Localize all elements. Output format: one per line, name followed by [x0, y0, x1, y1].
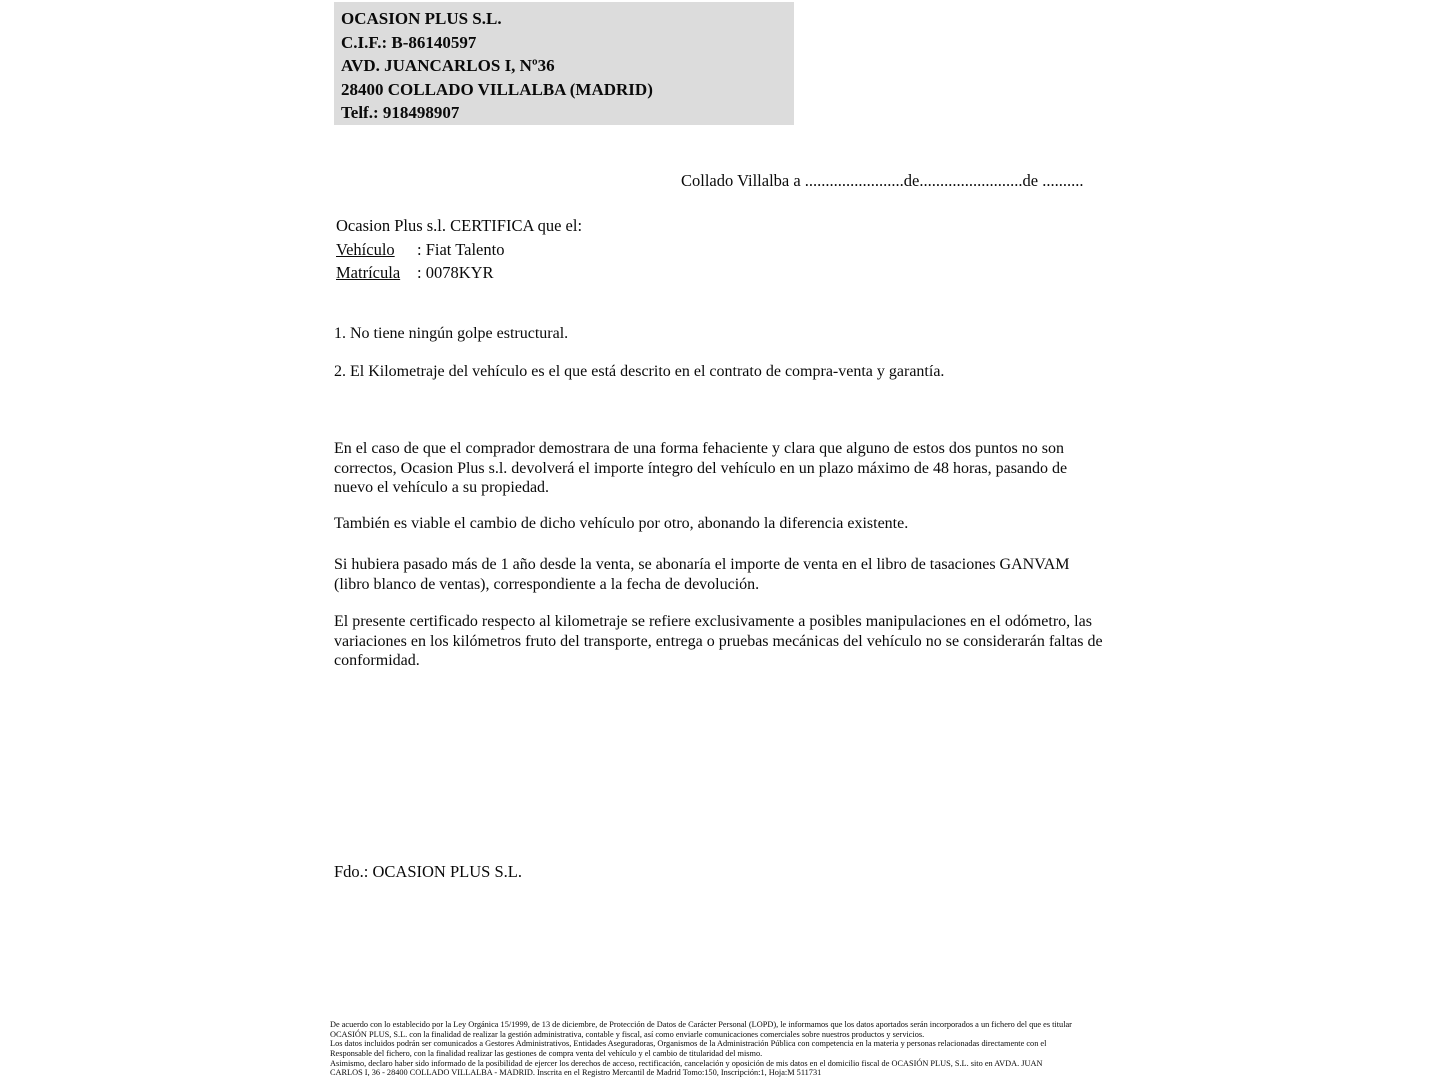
company-header-box — [334, 2, 794, 125]
signature-line: Fdo.: OCASION PLUS S.L. — [334, 862, 522, 881]
company-phone: Telf.: 918498907 — [341, 103, 460, 123]
certified-point-2: 2. El Kilometraje del vehículo es el que está descrito en el contrato de compra-venta y garantía. — [334, 363, 945, 380]
company-name: OCASION PLUS S.L. — [341, 9, 502, 28]
fine-print-line-6: CARLOS I, 36 - 28400 COLLADO VILLALBA - MADRID. Inscrita en el Registro Mercantil de Madrid Tomo:150, Inscripción:1, Hoja:M 511731 — [330, 1068, 822, 1078]
company-city: 28400 COLLADO VILLALBA (MADRID) — [341, 79, 653, 99]
fine-print-line-5: Asimismo, declaro haber sido informado de la posibilidad de ejercer los derechos de acceso, rectificación, cancelación y oposición de mis datos en el domicilio fiscal de OCASIÓN PLUS, S.L. sito en AVDA. JUAN — [330, 1058, 1043, 1068]
exchange-paragraph: También es viable el cambio de dicho vehículo por otro, abonando la diferencia existente. — [334, 515, 909, 532]
vehicle-label: Vehículo — [336, 239, 395, 259]
plate-field — [336, 261, 582, 285]
ganvam-paragraph: Si hubiera pasado más de 1 año desde la venta, se abonaría el importe de venta en el libro de tasaciones GANVAM (libro blanco de ventas), correspondiente a la fecha de devolución. — [334, 556, 1070, 593]
plate-value: : 0078KYR — [417, 263, 494, 283]
fine-print-line-2: OCASIÓN PLUS, S.L. con la finalidad de realizar la gestión administrativa, contable y fiscal, así como enviarle comunicaciones comerciales sobre nuestros productos y servicios. — [330, 1029, 925, 1039]
refund-paragraph: En el caso de que el comprador demostrara de una forma fehaciente y clara que alguno de estos dos puntos no son correctos, Ocasion Plus s.l. devolverá el importe íntegro del vehículo en un plazo máximo de 48 horas, pasando de nuevo el vehículo a su propiedad. — [334, 440, 1068, 496]
company-cif: C.I.F.: B-86140597 — [341, 32, 477, 52]
certification-block — [336, 214, 582, 285]
odometer-paragraph: El presente certificado respecto al kilometraje se refiere exclusivamente a posibles manipulaciones en el odómetro, las variaciones en los kilómetros fruto del transporte, entrega o pruebas mecánicas del vehículo no se considerarán faltas de conformidad. — [334, 613, 1103, 669]
plate-label: Matrícula — [336, 263, 401, 283]
certification-intro: Ocasion Plus s.l. CERTIFICA que el: — [336, 216, 583, 235]
vehicle-value: : Fiat Talento — [417, 239, 505, 259]
certified-point-1: 1. No tiene ningún golpe estructural. — [334, 325, 569, 342]
fine-print-line-1: De acuerdo con lo establecido por la Ley Orgánica 15/1999, de 13 de diciembre, de Protección de Datos de Carácter Personal (LOPD), le informamos que los datos aportados serán incorporados a un fichero del que es titular — [330, 1020, 1072, 1029]
company-address: AVD. JUANCARLOS I, Nº36 — [341, 56, 555, 76]
fine-print-line-3: Los datos incluidos podrán ser comunicados a Gestores Administrativos, Entidades Aseguradoras, Organismos de la Administración Pública con competencia en la materia y personas relacionadas directamente con el — [330, 1039, 1047, 1049]
legal-fine-print — [330, 1020, 1072, 1078]
date-fill-in-line: Collado Villalba a ........................de.........................de .......... — [681, 171, 1084, 190]
fine-print-line-4: Responsable del fichero, con la finalidad realizar las gestiones de compra venta del vehículo y el cambio de titularidad del mismo. — [330, 1048, 763, 1058]
vehicle-field — [336, 238, 582, 262]
